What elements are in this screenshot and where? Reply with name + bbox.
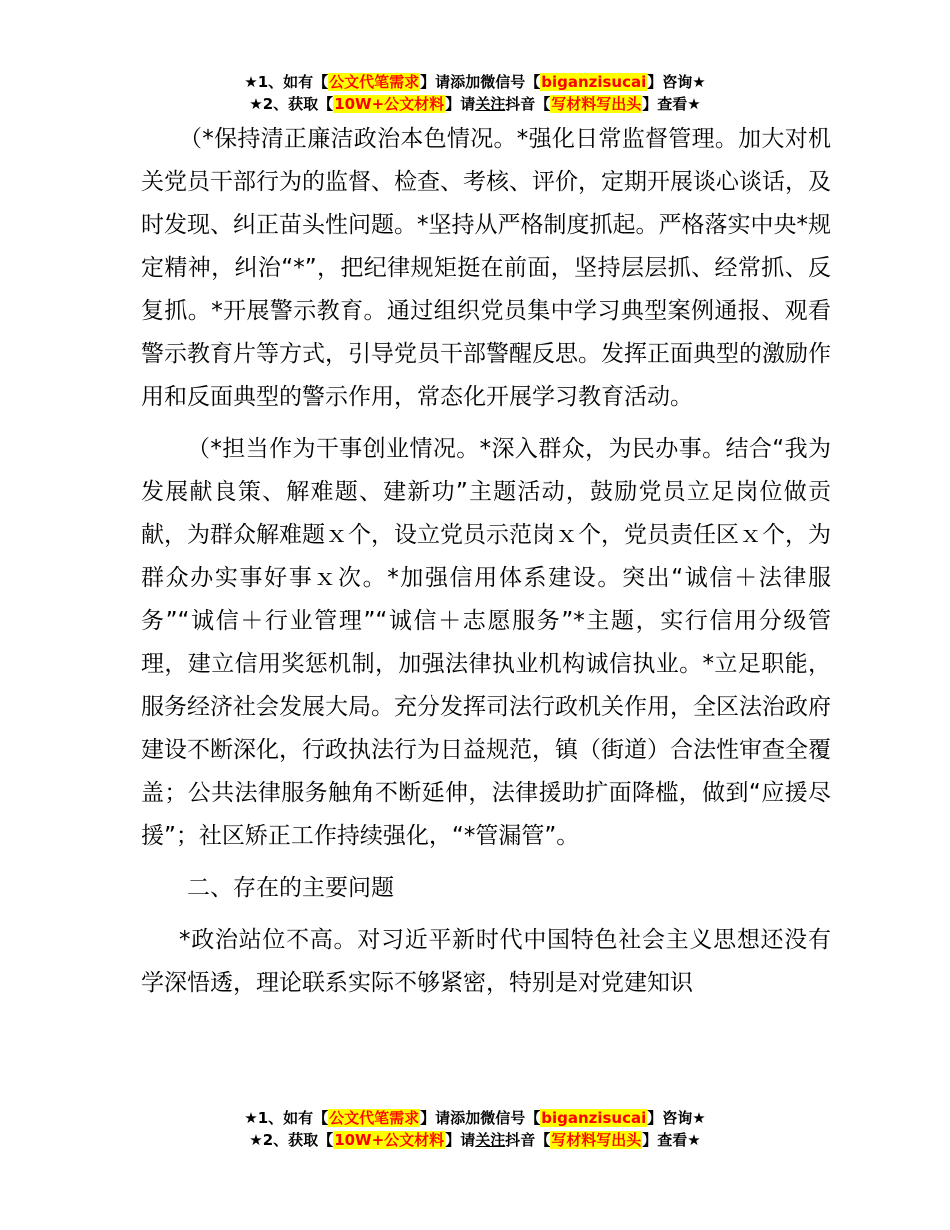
promo-highlight: 写材料写出头: [551, 1131, 642, 1149]
promo-highlight: biganzisucai: [541, 1109, 647, 1127]
section-heading: 二、存在的主要问题: [187, 875, 394, 901]
promo-highlight: 10W+公文材料: [334, 1131, 445, 1149]
promo-text: 加: [465, 1109, 481, 1127]
promo-highlight: 10W+公文材料: [334, 95, 445, 113]
promo-line-1: [0, 71, 950, 93]
promo-text: 】请: [445, 95, 476, 113]
promo-highlight: 公文代笔需求: [329, 73, 420, 91]
promo-text: 】查看★: [642, 1131, 701, 1149]
promo-text: 】咨询★: [647, 1109, 706, 1127]
promo-text: 关注: [475, 1131, 506, 1149]
promo-text: 】请添: [420, 73, 466, 91]
paragraph-problems: *政治站位不高。对习近平新时代中国特色社会主义思想还没有学深悟透，理论联系实际不够紧密，特别是对党建知识: [141, 927, 831, 996]
promo-highlight: 公文代笔需求: [329, 1109, 420, 1127]
promo-text: 加: [465, 73, 481, 91]
header-promo-banner: [0, 71, 950, 115]
paragraph-integrity: （*保持清正廉洁政治本色情况。*强化日常监督管理。加大对机关党员干部行为的监督、检查、考核、评价，定期开展谈心谈话，及时发现、纠正苗头性问题。*坚持从严格制度抓起。严格落实中央*规定精神，纠治“*”，把纪律规矩挺在前面，坚持层层抓、经常抓、反复抓。*开展警示教育。通过组织党员集中学习典型案例通报、观看警示教育片等方式，引导党员干部警醒反思。发挥正面典型的激励作用和反面典型的警示作用，常态化开展学习教育活动。: [141, 126, 831, 410]
footer-promo-banner: [0, 1107, 950, 1151]
promo-text: 关注: [475, 95, 506, 113]
promo-text: 微信号【: [480, 73, 541, 91]
promo-text: 】查看★: [642, 95, 701, 113]
promo-text: ★2、获取【: [249, 1131, 334, 1149]
promo-text: ★1、如有【: [244, 73, 329, 91]
promo-highlight: 写材料写出头: [551, 95, 642, 113]
document-body: [141, 118, 831, 1005]
promo-line-2: [0, 93, 950, 115]
promo-text: ★2、获取【: [249, 95, 334, 113]
promo-text: 】咨询★: [647, 73, 706, 91]
promo-highlight: biganzisucai: [541, 73, 647, 91]
promo-text: ★1、如有【: [244, 1109, 329, 1127]
promo-line-2: [0, 1129, 950, 1151]
promo-text: 微信号【: [480, 1109, 541, 1127]
promo-line-1: [0, 1107, 950, 1129]
promo-text: 抖音【: [505, 1131, 551, 1149]
promo-text: 】请添: [420, 1109, 466, 1127]
promo-text: 】请: [445, 1131, 476, 1149]
paragraph-responsibility: （*担当作为干事创业情况。*深入群众，为民办事。结合“我为发展献良策、解难题、建新功”主题活动，鼓励党员立足岗位做贡献，为群众解难题ｘ个，设立党员示范岗ｘ个，党员责任区ｘ个，为群众办实事好事ｘ次。*加强信用体系建设。突出“诚信＋法律服务”“诚信＋行业管理”“诚信＋志愿服务”*主题，实行信用分级管理，建立信用奖惩机制，加强法律执业机构诚信执业。*立足职能，服务经济社会发展大局。充分发挥司法行政机关作用，全区法治政府建设不断深化，行政执法行为日益规范，镇（街道）合法性审查全覆盖；公共法律服务触角不断延伸，法律援助扩面降槛，做到“应援尽援”；社区矫正工作持续强化，“*管漏管”。: [141, 436, 831, 849]
promo-text: 抖音【: [505, 95, 551, 113]
